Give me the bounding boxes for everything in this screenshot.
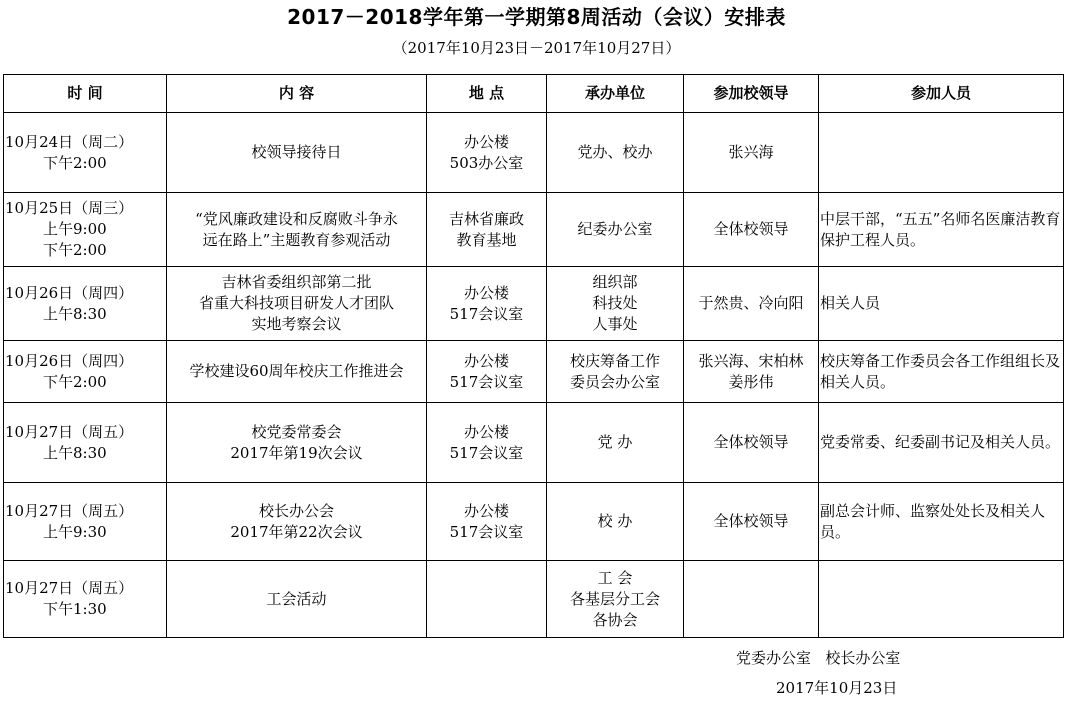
- cell-date-text: 10月26日（周四）: [5, 351, 134, 370]
- cell-date-text: 10月25日（周三）: [5, 199, 134, 217]
- cell-organizer-line: 人事处: [592, 315, 638, 333]
- cell-location-line: 办公楼: [463, 351, 509, 370]
- table-row: [4, 341, 1064, 403]
- cell-date-text: 10月27日（周五）: [5, 579, 134, 597]
- header-attendees: 参加人员: [819, 75, 1064, 113]
- cell-location: [427, 193, 547, 267]
- cell-location-line: 517会议室: [449, 372, 524, 391]
- table-row: [4, 267, 1064, 341]
- table-header-row: [4, 75, 1064, 113]
- cell-content: [167, 561, 427, 638]
- cell-time: [4, 561, 167, 638]
- header-leaders: 参加校领导: [684, 75, 819, 113]
- cell-organizer-line: 校 办: [597, 512, 633, 530]
- cell-organizer: [547, 483, 684, 561]
- cell-content-line: 工会活动: [266, 589, 327, 608]
- cell-location: [427, 561, 547, 638]
- cell-leaders: [684, 113, 819, 193]
- cell-location: [427, 483, 547, 561]
- cell-time-text: 上午9:00: [43, 220, 107, 238]
- cell-content: [167, 267, 427, 341]
- cell-attendees: 校庆筹备工作委员会各工作组组长及相关人员。: [819, 341, 1064, 403]
- header-time: 时 间: [4, 75, 167, 113]
- cell-attendees: [819, 561, 1064, 638]
- cell-organizer: [547, 561, 684, 638]
- cell-content-line: 2017年第22次会议: [230, 522, 363, 541]
- cell-time-text: 上午8:30: [43, 304, 107, 323]
- cell-date-text: 10月26日（周四）: [5, 283, 134, 302]
- page-title: 2017－2018学年第一学期第8周活动（会议）安排表: [287, 5, 786, 29]
- cell-time: [4, 267, 167, 341]
- cell-time-text: 上午9:30: [43, 522, 107, 541]
- cell-content-line: 远在路上”主题教育参观活动: [202, 230, 391, 249]
- table-row: [4, 483, 1064, 561]
- cell-leaders: [684, 483, 819, 561]
- cell-content-line: 吉林省委组织部第二批: [221, 273, 372, 291]
- cell-organizer-line: 党 办: [597, 433, 633, 451]
- cell-leaders-line: 于然贵、冷向阳: [698, 294, 804, 312]
- cell-date-text: 10月27日（周五）: [5, 501, 134, 520]
- header-location: 地 点: [427, 75, 547, 113]
- cell-time-text: 下午1:30: [43, 600, 107, 618]
- cell-organizer: [547, 193, 684, 267]
- cell-location-line: 517会议室: [449, 304, 524, 323]
- cell-location: [427, 403, 547, 483]
- cell-location-line: 办公楼: [463, 283, 509, 302]
- cell-time-text: 上午8:30: [43, 443, 107, 462]
- cell-attendees: 中层干部，“五五”名师名医廉洁教育保护工程人员。: [819, 193, 1064, 267]
- footer-organizations: [736, 648, 900, 668]
- cell-location-line: 教育基地: [456, 230, 517, 249]
- table-row: [4, 403, 1064, 483]
- cell-content: [167, 113, 427, 193]
- table-row: [4, 113, 1064, 193]
- cell-time: [4, 113, 167, 193]
- cell-content-line: 2017年第19次会议: [230, 443, 363, 462]
- cell-date-text: 10月27日（周五）: [5, 422, 134, 441]
- cell-leaders: [684, 403, 819, 483]
- cell-organizer: [547, 403, 684, 483]
- cell-organizer-line: 校庆筹备工作: [569, 351, 660, 370]
- cell-attendees: 副总会计师、监察处处长及相关人员。: [819, 483, 1064, 561]
- cell-organizer-line: 科技处: [592, 294, 638, 312]
- header-content: 内 容: [167, 75, 427, 113]
- cell-leaders: [684, 193, 819, 267]
- cell-leaders-line: 张兴海: [728, 143, 774, 161]
- cell-content-line: 学校建设60周年校庆工作推进会: [189, 362, 404, 380]
- cell-location-line: 办公楼: [463, 422, 509, 441]
- cell-time: [4, 483, 167, 561]
- cell-time-text: 下午2:00: [43, 372, 107, 391]
- footer-date: 2017年10月23日: [776, 679, 898, 697]
- cell-organizer-line: 组织部: [592, 273, 638, 291]
- cell-leaders: [684, 341, 819, 403]
- cell-organizer: [547, 113, 684, 193]
- cell-organizer-line: 纪委办公室: [577, 220, 653, 238]
- cell-leaders-line: 全体校领导: [713, 220, 789, 238]
- cell-organizer-line: 各基层分工会: [569, 589, 660, 608]
- cell-location-line: 503办公室: [449, 153, 524, 172]
- cell-leaders: [684, 561, 819, 638]
- cell-content: [167, 193, 427, 267]
- cell-content: [167, 341, 427, 403]
- cell-leaders-line: 姜彤伟: [728, 372, 774, 391]
- table-row: [4, 561, 1064, 638]
- header-organizer: 承办单位: [547, 75, 684, 113]
- cell-leaders: [684, 267, 819, 341]
- cell-organizer: [547, 341, 684, 403]
- cell-content: [167, 403, 427, 483]
- cell-location-line: 517会议室: [449, 522, 524, 541]
- footer-org-party: 党委办公室: [736, 649, 812, 667]
- cell-organizer: [547, 267, 684, 341]
- cell-time: [4, 193, 167, 267]
- cell-attendees: 党委常委、纪委副书记及相关人员。: [819, 403, 1064, 483]
- cell-content-line: 校领导接待日: [251, 143, 342, 161]
- cell-leaders-line: 全体校领导: [713, 433, 789, 451]
- cell-content-line: 省重大科技项目研发人才团队: [198, 294, 394, 312]
- cell-content-line: 实地考察会议: [251, 315, 342, 333]
- cell-time: [4, 403, 167, 483]
- cell-location-line: 办公楼: [463, 132, 509, 151]
- cell-location: [427, 341, 547, 403]
- cell-attendees: 相关人员: [819, 267, 1064, 341]
- cell-location-line: 吉林省廉政: [448, 209, 524, 228]
- cell-location: [427, 113, 547, 193]
- cell-leaders-line: 全体校领导: [713, 512, 789, 530]
- page-subtitle: （2017年10月23日－2017年10月27日）: [392, 39, 681, 57]
- table-body: [4, 113, 1064, 638]
- cell-location-line: 517会议室: [449, 443, 524, 462]
- table-row: [4, 193, 1064, 267]
- cell-organizer-line: 工 会: [597, 568, 633, 587]
- cell-organizer-line: 各协会: [592, 610, 638, 629]
- cell-organizer-line: 委员会办公室: [569, 372, 660, 391]
- cell-time: [4, 341, 167, 403]
- footer-org-president: 校长办公室: [825, 649, 901, 667]
- cell-attendees: [819, 113, 1064, 193]
- cell-location-line: 办公楼: [463, 501, 509, 520]
- cell-leaders-line: 张兴海、宋柏林: [698, 351, 804, 370]
- cell-content-line: “党风廉政建设和反腐败斗争永: [195, 209, 398, 228]
- cell-location: [427, 267, 547, 341]
- cell-organizer-line: 党办、校办: [577, 143, 653, 161]
- cell-content: [167, 483, 427, 561]
- cell-date-text: 10月24日（周二）: [5, 132, 134, 151]
- cell-time-text-2: 下午2:00: [43, 241, 107, 259]
- cell-content-line: 校党委常委会: [251, 422, 342, 441]
- cell-content-line: 校长办公会: [258, 501, 334, 520]
- schedule-table: [3, 74, 1064, 638]
- cell-time-text: 下午2:00: [43, 153, 107, 172]
